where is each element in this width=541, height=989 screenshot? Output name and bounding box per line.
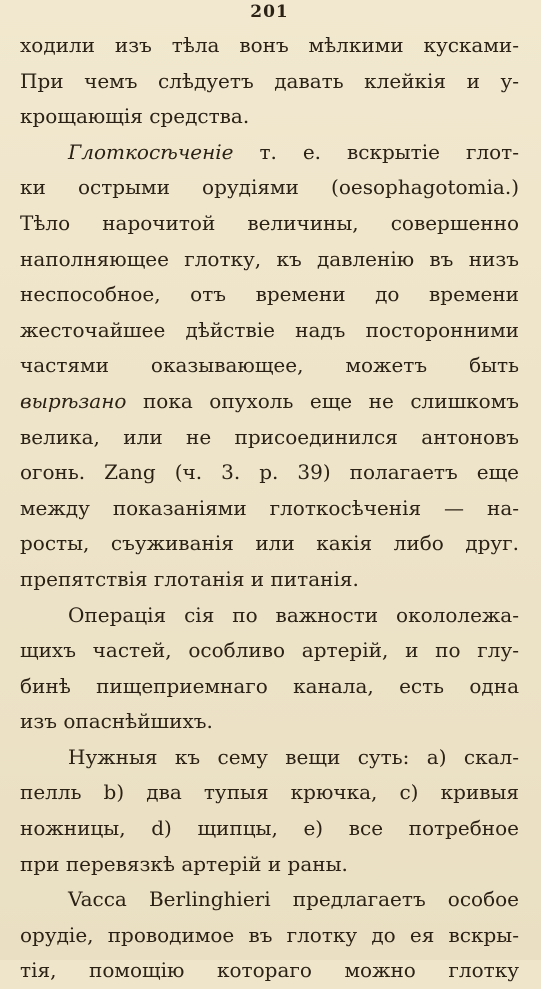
page-number: 201 — [250, 2, 289, 22]
paragraph-3 — [20, 598, 519, 740]
text-line: пелль b) два тупыя крючка, c) кривыя — [20, 780, 519, 805]
text-line: росты, съуживанія или какія либо друг. — [20, 531, 519, 556]
italic-term: вырѣзано — [20, 388, 127, 413]
text-line: жесточайшее дѣйствіе надъ посторонними — [20, 317, 519, 342]
text-line: Операція сія по важности окололежа- — [68, 602, 519, 627]
text-line: Тѣло нарочитой величины, совершенно — [20, 210, 519, 235]
text-line: при перевязкѣ артерій и раны. — [20, 851, 348, 876]
text-line: неспособное, отъ времени до времени — [20, 282, 519, 307]
text-line: Vacca Berlinghieri предлагаетъ особое — [68, 887, 519, 912]
text-line: частями оказывающее, можетъ быть — [20, 353, 519, 378]
text-line: ножницы, d) щипцы, e) все потребное — [20, 816, 519, 841]
text-line: При чемъ слѣдуетъ давать клейкія и у- — [20, 68, 519, 93]
text-line: изъ опаснѣйшихъ. — [20, 709, 213, 734]
text-line: огонь. Zang (ч. 3. p. 39) полагаетъ еще — [20, 460, 519, 485]
text-line: между показаніями глоткосѣченія — на- — [20, 495, 519, 520]
text-line: Нужныя къ сему вещи суть: a) скал- — [68, 744, 519, 769]
text-line: тія, помощію котораго можно глотку — [20, 958, 519, 983]
text-line: ки острыми орудіями (oesophagotomia.) — [20, 175, 519, 200]
text-line: щихъ частей, особливо артерій, и по глу- — [20, 638, 519, 663]
text-line: наполняющее глотку, къ давленію въ низъ — [20, 246, 519, 271]
text-line: крощающія средства. — [20, 104, 250, 129]
paragraph-1 — [20, 28, 519, 135]
text-run: пока опухоль еще не слишкомъ — [126, 388, 519, 413]
paragraph-2 — [20, 135, 519, 598]
text-line: орудіе, проводимое въ глотку до ея вскры- — [20, 922, 519, 947]
paragraph-4 — [20, 740, 519, 882]
italic-term: Глоткосѣченіе — [68, 139, 234, 164]
text-line: препятствія глотанія и питанія. — [20, 566, 359, 591]
text-line — [20, 384, 519, 420]
paragraph-5 — [20, 882, 519, 989]
text-line: велика, или не присоединился антоновъ — [20, 424, 519, 449]
text-line: бинѣ пищеприемнаго канала, есть одна — [20, 673, 519, 698]
text-run: т. е. вскрытіе глот- — [233, 139, 519, 164]
text-line — [20, 135, 519, 171]
text-line: ходили изъ тѣла вонъ мѣлкими кусками- — [20, 33, 519, 57]
